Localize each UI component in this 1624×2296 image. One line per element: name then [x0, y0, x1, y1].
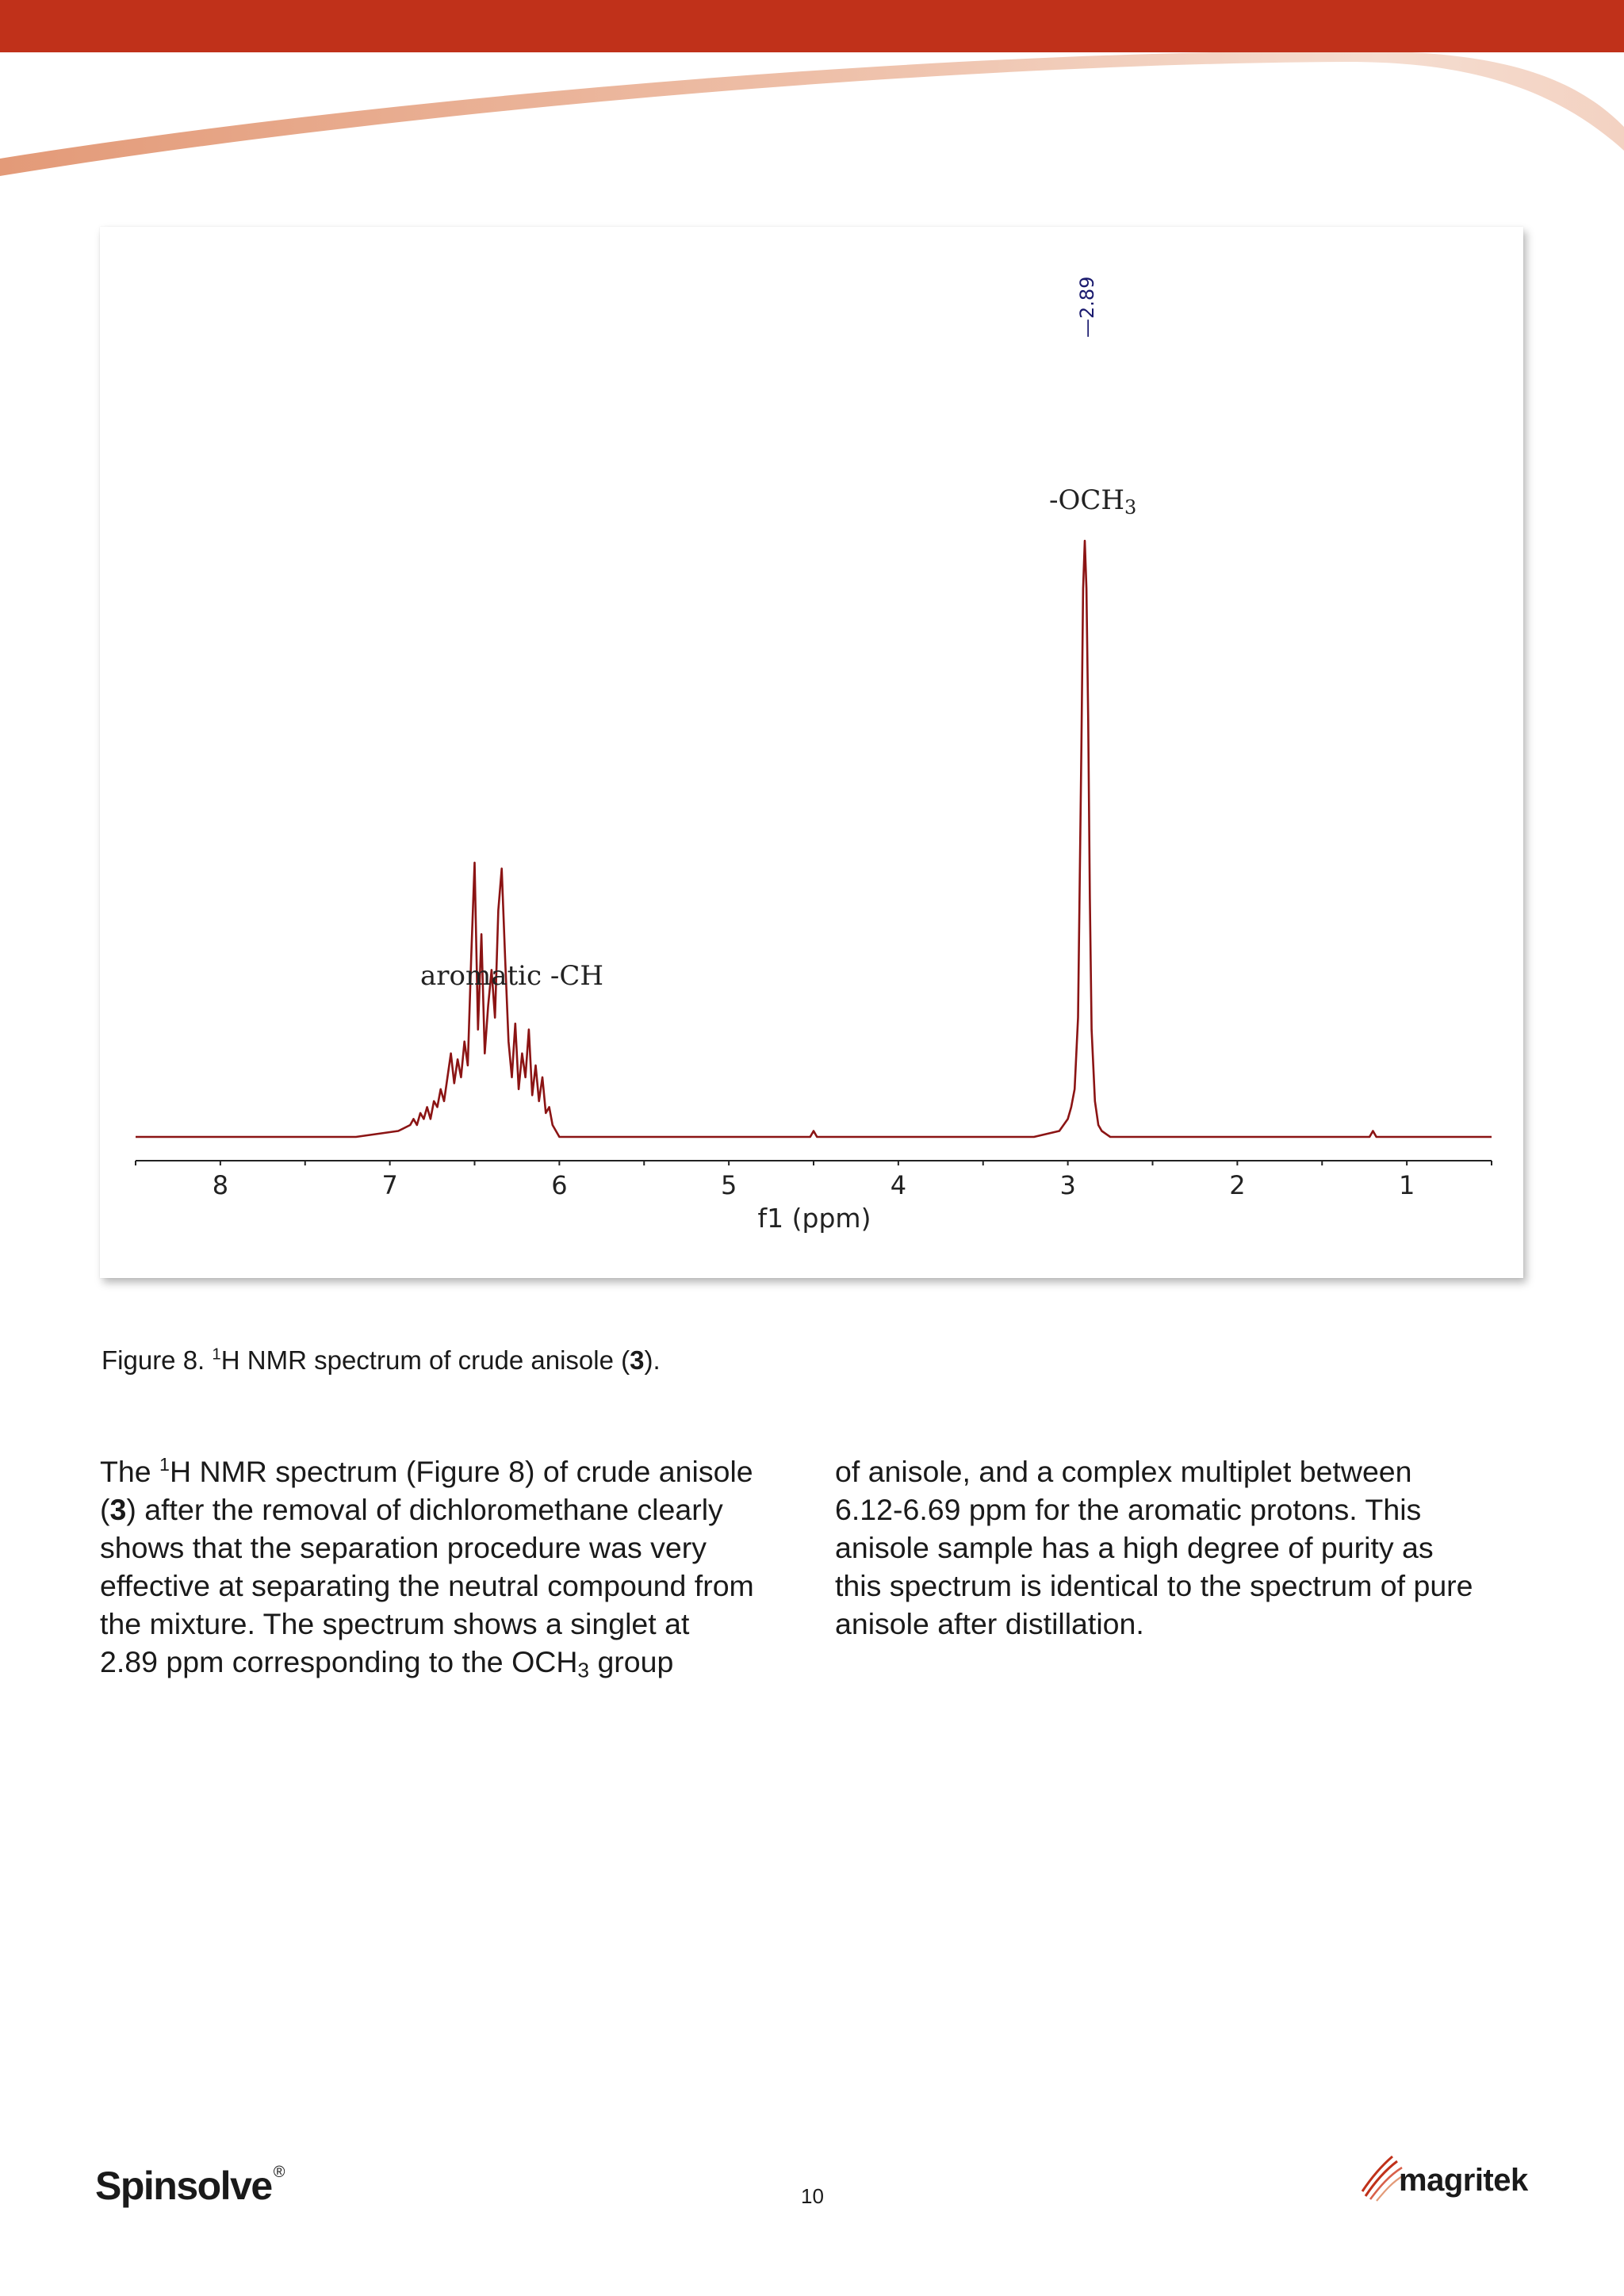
x-axis [136, 1161, 1492, 1200]
spectrum-line [136, 541, 1492, 1137]
body-line: the mixture. The spectrum shows a singlet at [100, 1607, 690, 1640]
header-red-bar [0, 0, 1624, 52]
body-line: The $^1$H NMR spectrum (Figure 8) of crude anisole [100, 1454, 753, 1488]
x-tick-label: 1 [1398, 1170, 1415, 1200]
body-line: effective at separating the neutral compound from [100, 1569, 754, 1602]
x-tick-label: 5 [720, 1170, 737, 1200]
page-number: 10 [801, 2184, 824, 2208]
body-line: anisole after distillation. [835, 1607, 1144, 1640]
x-tick-label: 6 [551, 1170, 568, 1200]
x-tick-label: 4 [890, 1170, 907, 1200]
nmr-spectrum-chart [100, 227, 1523, 1278]
peak-marker-label: —2.89 [1076, 276, 1098, 338]
body-line: (3) after the removal of dichloromethane clearly [100, 1493, 723, 1526]
body-line: of anisole, and a complex multiplet between [835, 1455, 1412, 1488]
body-line: 2.89 ppm corresponding to the $OCH_3$ group [100, 1645, 674, 1682]
figure-caption: Figure 8. $^1$H NMR spectrum of crude anisole (3). [102, 1345, 661, 1375]
body-line: shows that the separation procedure was very [100, 1531, 707, 1564]
och3-annotation: -OCH3 [1049, 484, 1137, 519]
magritek-swoosh-icon [1358, 2150, 1405, 2206]
x-tick-label: 7 [381, 1170, 398, 1200]
aromatic-annotation: aromatic -CH [420, 960, 604, 992]
body-line: this spectrum is identical to the spectrum of pure [835, 1569, 1473, 1602]
body-text-left-column [100, 1452, 790, 1681]
body-text-right-column [835, 1452, 1525, 1643]
header-swoosh [0, 51, 1624, 176]
header-band [0, 0, 1624, 206]
x-axis-title: f1 (ppm) [757, 1203, 871, 1234]
figure-card [100, 227, 1523, 1278]
body-line: 6.12-6.69 ppm for the aromatic protons. This [835, 1493, 1422, 1526]
magritek-logo: magritek [1358, 2150, 1532, 2206]
x-tick-label: 3 [1059, 1170, 1076, 1200]
body-line: anisole sample has a high degree of purity as [835, 1531, 1434, 1564]
x-tick-label: 8 [212, 1170, 229, 1200]
spinsolve-logo: Spinsolve ® [95, 2164, 284, 2208]
x-tick-label: 2 [1229, 1170, 1246, 1200]
